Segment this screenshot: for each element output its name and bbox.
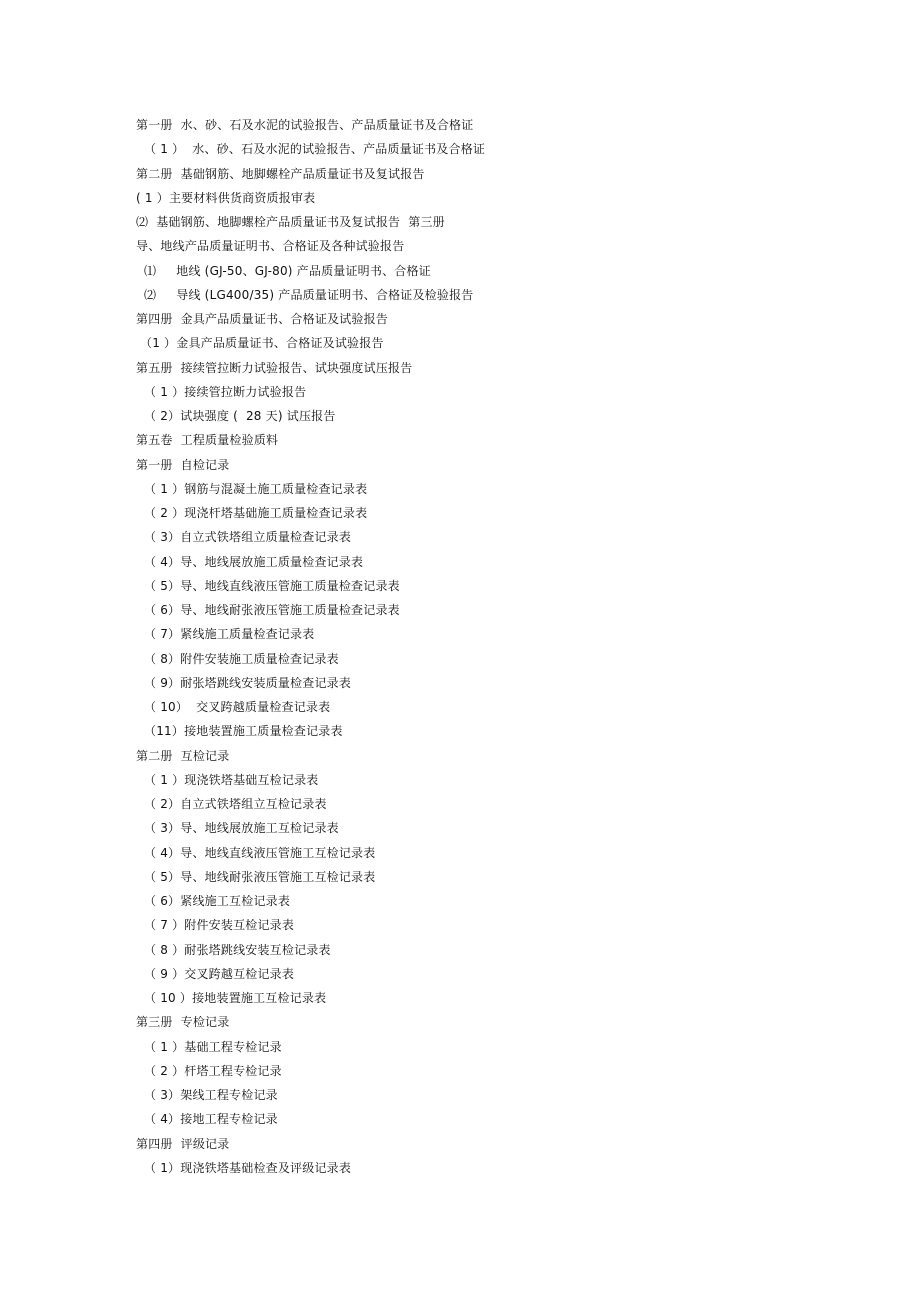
list-item: （ 1 ）现浇铁塔基础互检记录表 [144,772,319,787]
list-item: （ 3）架线工程专检记录 [144,1088,278,1102]
list-item: （ 4）接地工程专检记录 [144,1112,278,1127]
list-item: （ 4）导、地线直线液压管施工互检记录表 [144,845,376,860]
list-item: （ 7 ）附件安装互检记录表 [144,918,295,933]
list-item: （ 2 ）现浇杆塔基础施工质量检查记录表 [144,506,368,520]
volume-heading: 第四册 金具产品质量证书、合格证及试验报告 [136,312,389,326]
list-item: （ 1 ）钢筋与混凝土施工质量检查记录表 [144,481,368,496]
volume-heading: 第二册 基础钢筋、地脚螺栓产品质量证书及复试报告 [136,166,425,181]
volume-heading: 第一册 水、砂、石及水泥的试验报告、产品质量证书及合格证 [136,118,474,132]
list-item: （ 6）紧线施工互检记录表 [144,894,291,908]
list-item: （ 5）导、地线直线液压管施工质量检查记录表 [144,578,400,593]
list-item: （ 7）紧线施工质量检查记录表 [144,627,315,642]
list-item: （ 1 ）接续管拉断力试验报告 [144,384,307,399]
list-item: （ 9 ）交叉跨越互检记录表 [144,966,295,981]
list-item: （ 6）导、地线耐张液压管施工质量检查记录表 [144,603,400,617]
list-item: （ 2 ）杆塔工程专检记录 [144,1063,282,1078]
list-item: （11）接地装置施工质量检查记录表 [144,724,343,739]
list-item: （ 1 ）基础工程专检记录 [144,1039,282,1054]
document-body [136,113,856,1180]
volume-heading: 第四册 评级记录 [136,1136,230,1151]
list-item: ( 1 ）主要材料供货商资质报审表 [136,190,316,205]
list-item: （ 10 ）接地装置施工互检记录表 [144,991,327,1005]
list-item: （ 5）导、地线耐张液压管施工互检记录表 [144,869,376,884]
volume-heading: 第二册 互检记录 [136,748,230,763]
list-item: （ 9）耐张塔跳线安装质量检查记录表 [144,675,352,690]
list-item: （ 2）试块强度 ( 28 天) 试压报告 [144,409,336,423]
section-heading: 第五卷 工程质量检验质料 [136,433,279,448]
list-item: ⑴ 地线 (GJ-50、GJ-80) 产品质量证明书、合格证 [144,263,431,278]
list-item: （ 1）现浇铁塔基础检查及评级记录表 [144,1160,352,1175]
list-item: （ 4）导、地线展放施工质量检查记录表 [144,554,364,569]
list-item: （ 1 ） 水、砂、石及水泥的试验报告、产品质量证书及合格证 [144,142,486,157]
volume-heading: 第五册 接续管拉断力试验报告、试块强度试压报告 [136,360,413,375]
volume-heading: 第三册 专检记录 [136,1015,230,1030]
list-item: （ 8 ）耐张塔跳线安装互检记录表 [144,942,331,957]
text-line: 导、地线产品质量证明书、合格证及各种试验报告 [136,239,405,254]
list-item: （ 3）导、地线展放施工互检记录表 [144,821,339,836]
list-item: ⑵ 导线 (LG400/35) 产品质量证明书、合格证及检验报告 [144,287,474,302]
list-item: （ 10） 交叉跨越质量检查记录表 [144,700,331,714]
list-item: （ 8）附件安装施工质量检查记录表 [144,651,339,666]
list-item: （ 2）自立式铁塔组立互检记录表 [144,797,327,811]
list-item: ⑵ 基础钢筋、地脚螺栓产品质量证书及复试报告 第三册 [136,215,445,229]
list-item: （ 3）自立式铁塔组立质量检查记录表 [144,530,352,545]
list-item: （1 ）金具产品质量证书、合格证及试验报告 [140,336,384,351]
volume-heading: 第一册 自检记录 [136,457,230,472]
